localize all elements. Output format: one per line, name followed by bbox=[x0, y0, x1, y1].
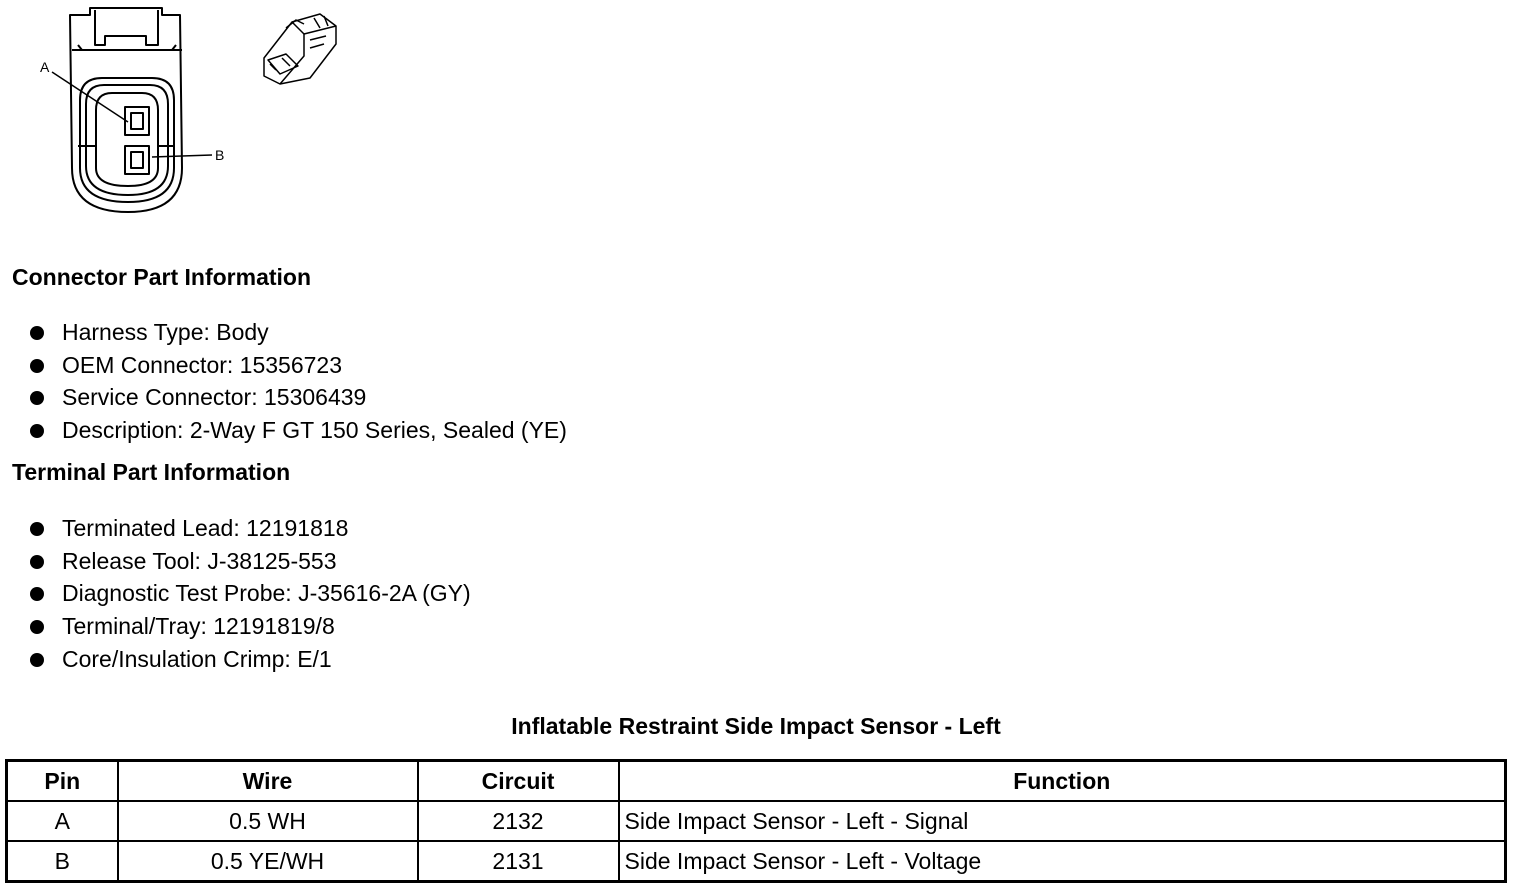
pinout-table-title: Inflatable Restraint Side Impact Sensor - Left bbox=[511, 713, 1001, 739]
circuit-cell: 2131 bbox=[418, 841, 619, 882]
pin-b-cavity bbox=[125, 146, 149, 174]
list-item bbox=[0, 643, 471, 676]
column-header-circuit: Circuit bbox=[418, 761, 619, 802]
connector-part-info-list bbox=[0, 316, 567, 447]
list-item bbox=[0, 610, 471, 643]
table-row bbox=[7, 841, 1506, 882]
pin-b-callout-label: B bbox=[215, 147, 225, 163]
table-row bbox=[7, 801, 1506, 841]
bullet-icon bbox=[30, 555, 44, 569]
pin-a-cavity bbox=[125, 107, 149, 135]
function-cell: Side Impact Sensor - Left - Voltage bbox=[619, 841, 1506, 882]
list-item-text: Harness Type: Body bbox=[62, 319, 269, 345]
list-item-text: Core/Insulation Crimp: E/1 bbox=[62, 645, 332, 672]
pinout-table bbox=[5, 759, 1507, 883]
list-item-text: Service Connector: 15306439 bbox=[62, 384, 367, 411]
connector-part-info-heading: Connector Part Information bbox=[12, 264, 312, 290]
list-item bbox=[0, 512, 471, 545]
list-item bbox=[0, 414, 567, 447]
circuit-cell: 2132 bbox=[418, 801, 619, 841]
column-header-wire: Wire bbox=[118, 761, 418, 802]
pin-a-callout-label: A bbox=[40, 59, 50, 75]
bullet-icon bbox=[30, 326, 44, 340]
list-item-text: Terminated Lead: 12191818 bbox=[62, 515, 349, 541]
list-item-text: OEM Connector: 15356723 bbox=[62, 351, 343, 378]
list-item bbox=[0, 577, 471, 610]
list-item-text: Terminal/Tray: 12191819/8 bbox=[62, 613, 335, 640]
bullet-icon bbox=[30, 391, 44, 405]
list-item-text: Diagnostic Test Probe: J-35616-2A (GY) bbox=[62, 580, 471, 607]
pin-b-leader-line bbox=[152, 155, 212, 157]
bullet-icon bbox=[30, 587, 44, 601]
list-item bbox=[0, 316, 567, 349]
list-item bbox=[0, 381, 567, 414]
list-item bbox=[0, 545, 471, 578]
bullet-icon bbox=[30, 522, 44, 536]
function-cell: Side Impact Sensor - Left - Signal bbox=[619, 801, 1506, 841]
list-item bbox=[0, 349, 567, 382]
column-header-pin: Pin bbox=[7, 761, 118, 802]
wire-cell: 0.5 WH bbox=[118, 801, 418, 841]
bullet-icon bbox=[30, 424, 44, 438]
column-header-function: Function bbox=[619, 761, 1506, 802]
bullet-icon bbox=[30, 620, 44, 634]
list-item-text: Release Tool: J-38125-553 bbox=[62, 547, 337, 574]
connector-isometric-sketch bbox=[0, 0, 360, 100]
bullet-icon bbox=[30, 359, 44, 373]
pin-cell: B bbox=[7, 841, 118, 882]
bullet-icon bbox=[30, 653, 44, 667]
terminal-part-info-list bbox=[0, 512, 471, 675]
table-header-row bbox=[7, 761, 1506, 802]
wire-cell: 0.5 YE/WH bbox=[118, 841, 418, 882]
terminal-part-info-heading: Terminal Part Information bbox=[12, 459, 291, 485]
list-item-text: Description: 2-Way F GT 150 Series, Sealed (YE) bbox=[62, 417, 567, 444]
pin-cell: A bbox=[7, 801, 118, 841]
